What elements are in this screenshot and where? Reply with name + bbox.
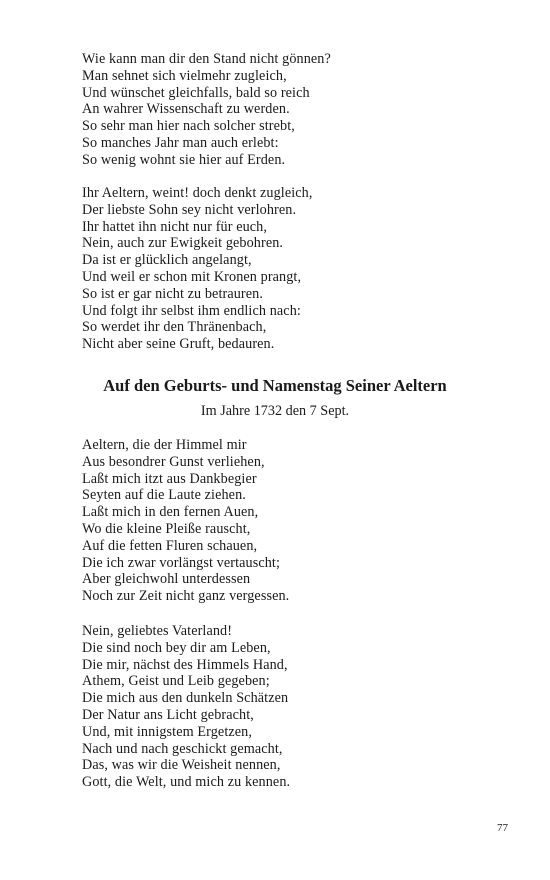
stanza-2: [82, 185, 502, 353]
verse-line: Das, was wir die Weisheit nennen,: [82, 757, 281, 774]
verse-line: Laßt mich in den fernen Auen,: [82, 504, 259, 521]
verse-line: So sehr man hier nach solcher strebt,: [82, 118, 295, 135]
verse-line: Athem, Geist und Leib gegeben;: [82, 673, 270, 690]
verse-line: Und folgt ihr selbst ihm endlich nach:: [82, 302, 301, 319]
verse-line: Seyten auf die Laute ziehen.: [82, 487, 246, 504]
verse-line: Nicht aber seine Gruft, bedauren.: [82, 336, 275, 353]
stanza-3: [82, 437, 502, 605]
verse-line: Aber gleichwohl unterdessen: [82, 571, 251, 588]
verse-line: Auf die fetten Fluren schauen,: [82, 537, 258, 554]
stanza-4: [82, 623, 502, 791]
verse-line: Die mir, nächst des Himmels Hand,: [82, 656, 288, 673]
verse-line: Ihr Aeltern, weint! doch denkt zugleich,: [82, 185, 313, 201]
verse-line: An wahrer Wissenschaft zu werden.: [82, 101, 290, 118]
verse-line: Der liebste Sohn sey nicht verlohren.: [82, 201, 297, 218]
stanza-1: [82, 51, 502, 169]
verse-line: Nach und nach geschickt gemacht,: [82, 740, 283, 757]
verse-line: Man sehnet sich vielmehr zugleich,: [82, 67, 287, 84]
verse-line: Ihr hattet ihn nicht nur für euch,: [82, 218, 268, 235]
verse-line: Die ich zwar vorlängst vertauscht;: [82, 554, 281, 571]
poem-date: Im Jahre 1732 den 7 Sept.: [200, 403, 350, 419]
verse-line: Wie kann man dir den Stand nicht gönnen?: [82, 51, 331, 67]
verse-line: Nein, auch zur Ewigkeit gebohren.: [82, 235, 284, 252]
verse-line: Gott, die Welt, und mich zu kennen.: [82, 774, 291, 791]
verse-line: So wenig wohnt sie hier auf Erden.: [82, 151, 286, 168]
verse-line: So manches Jahr man auch erlebt:: [82, 134, 279, 151]
verse-line: So ist er gar nicht zu betrauren.: [82, 285, 263, 302]
verse-line: Und weil er schon mit Kronen prangt,: [82, 268, 302, 285]
verse-line: Und wünschet gleichfalls, bald so reich: [82, 84, 310, 101]
verse-line: Der Natur ans Licht gebracht,: [82, 706, 254, 723]
verse-line: Wo die kleine Pleiße rauscht,: [82, 520, 251, 537]
verse-line: So werdet ihr den Thränenbach,: [82, 319, 267, 336]
verse-line: Aus besondrer Gunst verliehen,: [82, 453, 265, 470]
verse-line: Nein, geliebtes Vaterland!: [82, 623, 233, 639]
page-number: 77: [497, 822, 508, 834]
verse-line: Aeltern, die der Himmel mir: [82, 437, 247, 453]
verse-line: Die sind noch bey dir am Leben,: [82, 639, 271, 656]
verse-line: Laßt mich itzt aus Dankbegier: [82, 470, 257, 487]
verse-line: Die mich aus den dunkeln Schätzen: [82, 690, 289, 707]
verse-line: Und, mit innigstem Ergetzen,: [82, 723, 253, 740]
verse-line: Noch zur Zeit nicht ganz vergessen.: [82, 588, 290, 605]
verse-line: Da ist er glücklich angelangt,: [82, 252, 252, 269]
poem-title: Auf den Geburts- und Namenstag Seiner Aeltern: [103, 376, 447, 395]
